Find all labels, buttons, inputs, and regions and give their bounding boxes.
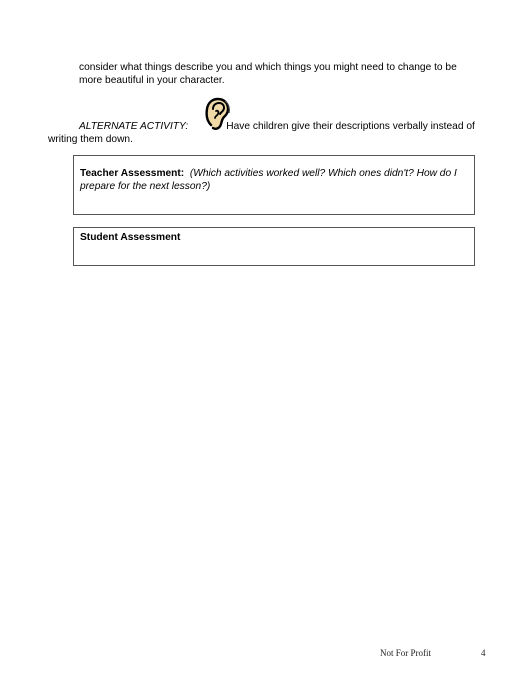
teacher-assessment-prompt: (Which activities worked well? Which ones didn't? How do I prepare for the next lesson?)	[80, 168, 457, 192]
page-number: 4	[481, 648, 486, 658]
alternate-activity	[48, 116, 488, 146]
student-assessment-title: Student Assessment	[80, 232, 181, 243]
footer-text: Not For Profit	[380, 648, 432, 658]
student-assessment-box	[73, 227, 475, 266]
alternate-activity-label: ALTERNATE ACTIVITY:	[79, 121, 189, 132]
body-paragraph: consider what things describe you and which things you might need to change to be more beautiful in your character.	[79, 62, 457, 86]
teacher-assessment-title: Teacher Assessment:	[80, 168, 185, 179]
alternate-activity-text: Have children give their descriptions verbally instead of writing them down.	[48, 121, 475, 145]
teacher-assessment-box	[73, 155, 475, 215]
